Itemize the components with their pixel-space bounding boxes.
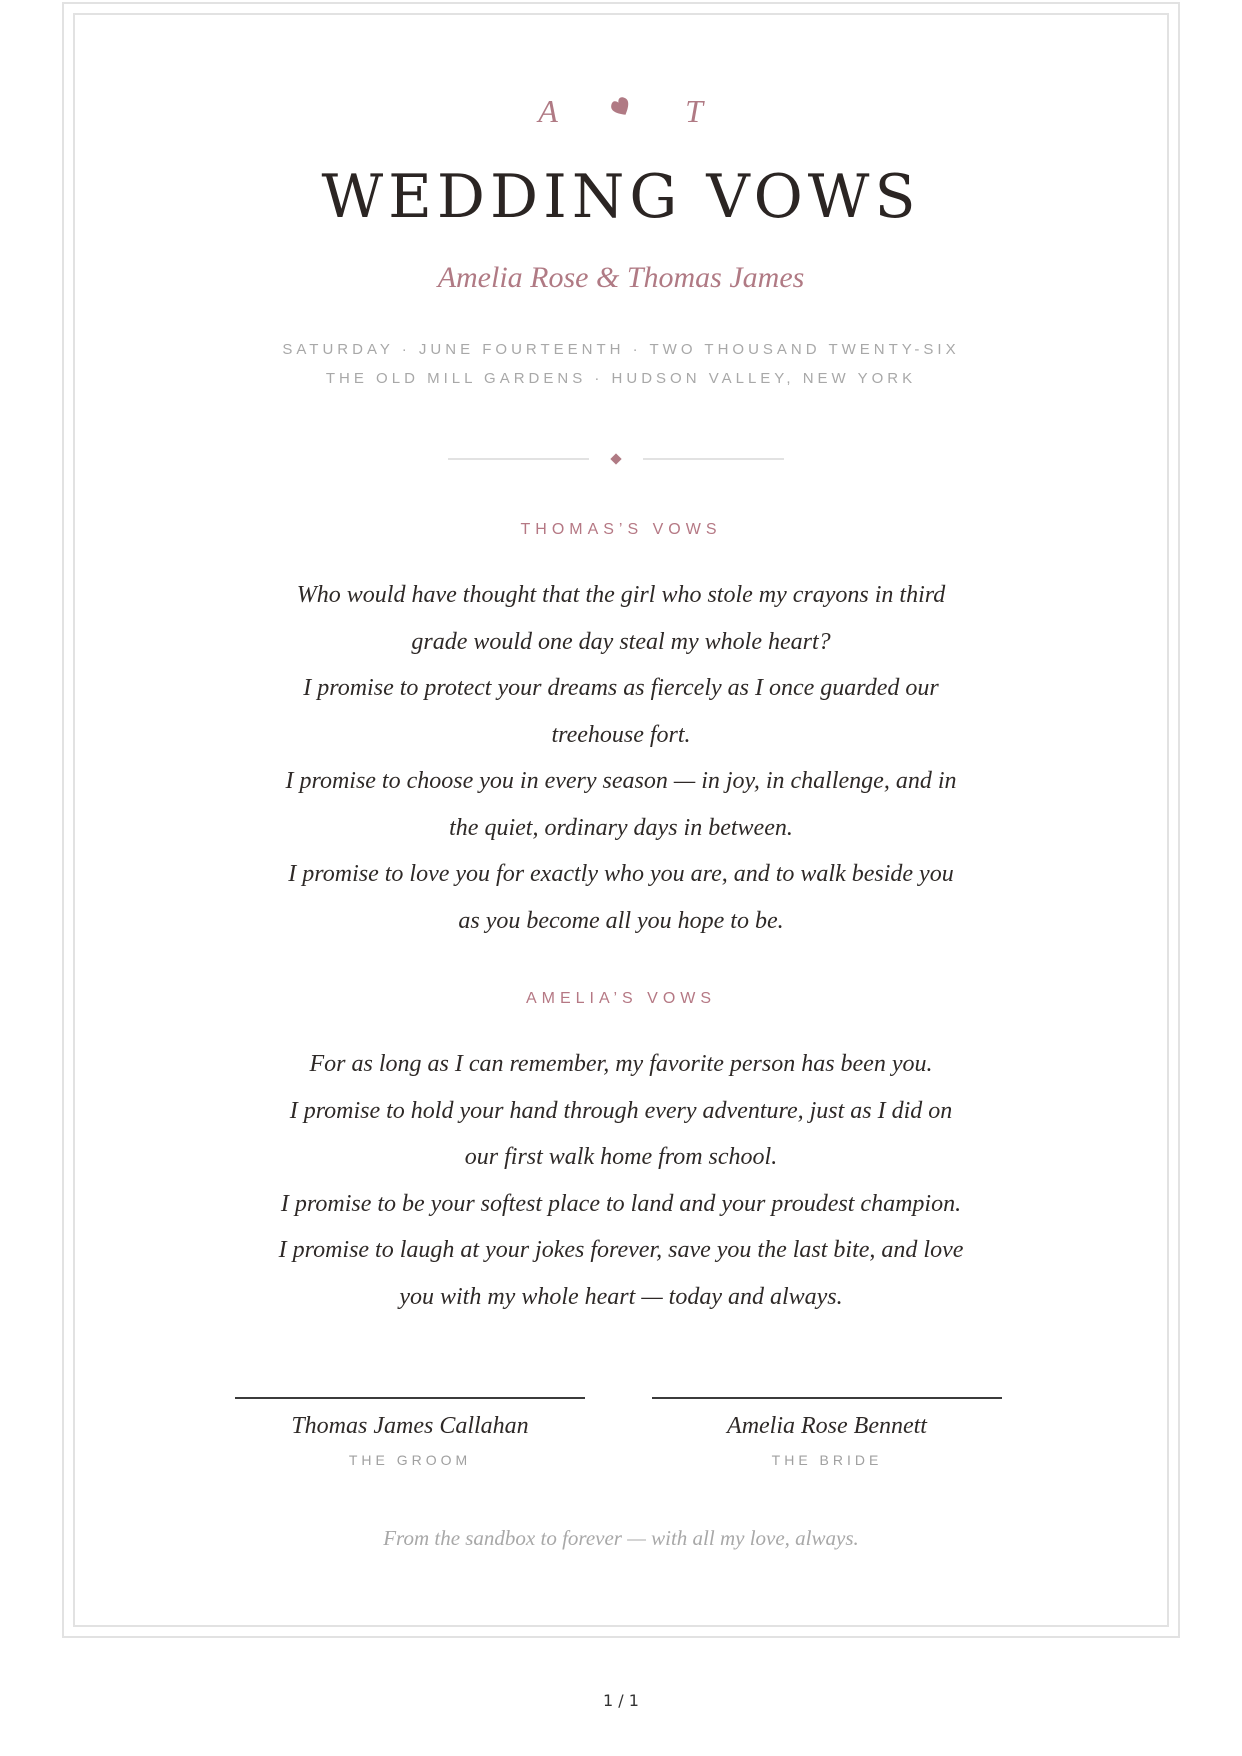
vow-line: For as long as I can remember, my favorite person has been you. [309, 1051, 933, 1077]
vow-line: I promise to protect your dreams as fiercely as I once guarded our [303, 675, 939, 701]
groom-name: Thomas James Callahan [291, 1413, 529, 1439]
thomas-vows-heading: THOMAS’S VOWS [520, 521, 722, 538]
monogram [75, 93, 1167, 139]
amelia-vows-text [75, 1041, 1167, 1320]
heart-icon [576, 90, 666, 127]
vow-line: as you become all you hope to be. [458, 907, 784, 934]
bride-signature-line [652, 1397, 1002, 1399]
vow-line: treehouse fort. [551, 721, 691, 748]
ornament-divider [75, 451, 1167, 465]
event-date: SATURDAY · JUNE FOURTEENTH · TWO THOUSAND TWENTY-SIX [282, 341, 960, 358]
groom-signature-line [235, 1397, 585, 1399]
bride-name: Amelia Rose Bennett [727, 1413, 927, 1439]
amelia-vows-heading: AMELIA’S VOWS [525, 990, 717, 1007]
vow-line: the quiet, ordinary days in between. [449, 814, 793, 841]
groom-role: THE GROOM [348, 1452, 472, 1468]
event-venue: THE OLD MILL GARDENS · HUDSON VALLEY, NEW YORK [325, 370, 917, 387]
couple-names: Amelia Rose & Thomas James [437, 261, 805, 294]
monogram-initial-right: T [685, 93, 703, 129]
vow-line: grade would one day steal my whole heart? [411, 628, 831, 655]
vow-line: I promise to love you for exactly who you are, and to walk beside you [288, 861, 954, 887]
page-number: 1 / 1 [603, 1691, 639, 1710]
document-title: WEDDING VOWS [321, 162, 921, 232]
diamond-icon [610, 453, 621, 464]
thomas-vows-text [75, 572, 1167, 944]
vows-document [75, 15, 1167, 1625]
vow-line: I promise to hold your hand through every adventure, just as I did on [289, 1097, 953, 1124]
monogram-initial-left: A [538, 93, 558, 129]
vow-line: our first walk home from school. [464, 1144, 778, 1170]
vow-line: I promise to choose you in every season — in joy, in challenge, and in [285, 768, 957, 794]
vow-line: Who would have thought that the girl who stole my crayons in third [296, 582, 946, 608]
closing-note: From the sandbox to forever — with all my love, always. [383, 1526, 859, 1550]
bride-role: THE BRIDE [771, 1452, 883, 1468]
vow-line: you with my whole heart — today and always. [399, 1283, 843, 1310]
vow-line: I promise to laugh at your jokes forever, save you the last bite, and love [278, 1237, 964, 1263]
vow-line: I promise to be your softest place to land and your proudest champion. [280, 1190, 962, 1217]
